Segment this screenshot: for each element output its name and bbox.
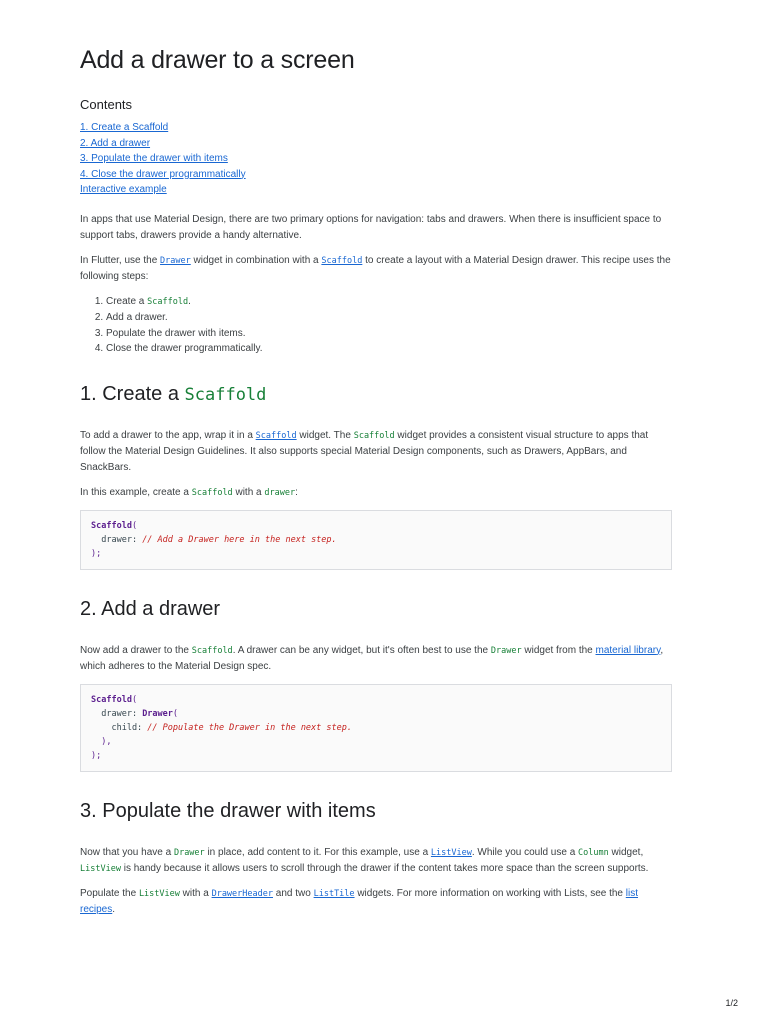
inline-code: Scaffold [191,645,233,656]
inline-code: Scaffold [353,430,395,441]
text-run: Close the drawer programmatically. [106,343,263,354]
code-token: ); [91,548,102,559]
toc-link-create-scaffold[interactable]: 1. Create a Scaffold [80,122,169,133]
code-line [91,735,661,749]
text-run: widget, [608,846,644,858]
paragraph [80,212,672,244]
text-run: In apps that use Material Design, there are two primary options for navigation: tabs and drawers. When there is insufficient space to support tabs, drawers provide a handy alternative. [80,213,662,241]
code-token: child: [91,722,148,733]
inline-code: Drawer [490,645,522,656]
text-run: with a [179,887,212,899]
paragraph [80,253,672,285]
text-run: . While you could use a [471,846,579,858]
code-line [91,547,661,561]
inline-link[interactable]: material library [595,644,661,656]
code-token: ); [91,750,102,761]
contents-heading: Contents [80,97,133,112]
text-run: To add a drawer to the app, wrap it in a [80,429,256,441]
code-token: ( [131,694,138,705]
section-heading-text: 2. Add a drawer [80,597,221,620]
text-run: widgets. For more information on working with Lists, see the [354,887,626,899]
inline-code: Scaffold [147,296,189,307]
toc-link-add-drawer[interactable]: 2. Add a drawer [80,137,151,149]
text-run: . A drawer can be any widget, but it's often best to use the [232,644,491,656]
text-run: : [295,486,298,498]
inline-code-link[interactable]: Scaffold [255,430,297,441]
code-token: Scaffold [91,520,132,531]
section-heading [80,800,672,823]
text-run: and two [273,887,314,899]
code-token: drawer: [91,708,143,719]
code-token: Drawer [142,708,173,719]
inline-code-link[interactable]: Scaffold [321,255,363,266]
page-title: Add a drawer to a screen [80,46,355,74]
inline-code-link[interactable]: DrawerHeader [211,888,273,899]
code-line [91,707,661,721]
text-run: widget in combination with a [190,254,322,266]
step-item [106,310,672,326]
step-item [106,294,672,311]
inline-link[interactable]: list recipes [80,887,639,915]
section-heading-code: Scaffold [184,384,267,405]
code-block [80,684,672,772]
inline-code: Column [578,847,609,858]
inline-code-link[interactable]: ListTile [313,888,355,899]
code-token: // Populate the Drawer in the next step. [147,722,352,733]
text-run: widget provides a consistent visual structure to apps that follow the Material Design Guidelines. It also supports special Material Design components, such as Drawers, AppBars, and SnackBars. [80,429,649,473]
inline-code: drawer [264,487,296,498]
intro-section [80,212,672,285]
text-run: widget from the [521,644,596,656]
inline-code-link[interactable]: ListView [430,847,472,858]
text-run: Create a [106,295,148,307]
inline-code: ListView [80,863,121,874]
toc-link-close-drawer[interactable]: 4. Close the drawer programmatically [80,168,246,180]
step-item [106,326,672,342]
code-line [91,533,661,547]
text-run: Populate the [80,887,139,899]
code-line [91,749,661,763]
text-run: in place, add content to it. For this example, use a [204,846,431,858]
text-run: Now add a drawer to the [80,644,192,656]
inline-code: Drawer [173,847,205,858]
paragraph [80,845,672,877]
section-heading [80,598,672,621]
text-run: widget. The [296,429,354,441]
table-of-contents [80,120,672,198]
text-run: Now that you have a [80,846,174,858]
code-token: Scaffold [91,694,132,705]
text-run: Populate the drawer with items. [106,327,246,339]
paragraph [80,485,672,501]
toc-link-interactive-example[interactable]: Interactive example [80,184,167,195]
code-token: ( [172,708,179,719]
code-token: ), [91,736,112,747]
inline-code-link[interactable]: Drawer [160,255,191,266]
code-token: drawer: [91,534,143,545]
section-heading-text: 1. Create a [80,382,185,405]
sections-container [80,383,672,918]
paragraph [80,428,672,476]
inline-code: Scaffold [191,487,233,498]
code-token: ( [131,520,138,531]
inline-code: ListView [138,888,180,899]
paragraph [80,643,672,675]
section-heading-text: 3. Populate the drawer with items [80,799,376,822]
paragraph [80,886,672,918]
code-line [91,693,661,707]
steps-list [80,294,672,357]
step-item [106,341,672,357]
code-line [91,721,661,735]
code-token: // Add a Drawer here in the next step. [142,534,337,545]
text-run: . [112,903,116,915]
text-run: In Flutter, use the [80,254,161,266]
page-number: 1/2 [725,998,738,1008]
toc-link-populate-drawer[interactable]: 3. Populate the drawer with items [80,153,228,164]
text-run: with a [232,486,265,498]
section-heading [80,383,672,406]
text-run: Add a drawer. [106,312,168,323]
text-run: to create a layout with a Material Design drawer. This recipe uses the following steps: [80,254,671,282]
text-run: is handy because it allows users to scroll through the drawer if the content takes more space than the screen supports. [120,862,649,874]
document-page [80,46,672,927]
text-run: , which adheres to the Material Design spec. [80,644,664,672]
text-run: In this example, create a [80,486,192,498]
code-block [80,510,672,570]
text-run: . [188,295,191,307]
code-line [91,519,661,533]
